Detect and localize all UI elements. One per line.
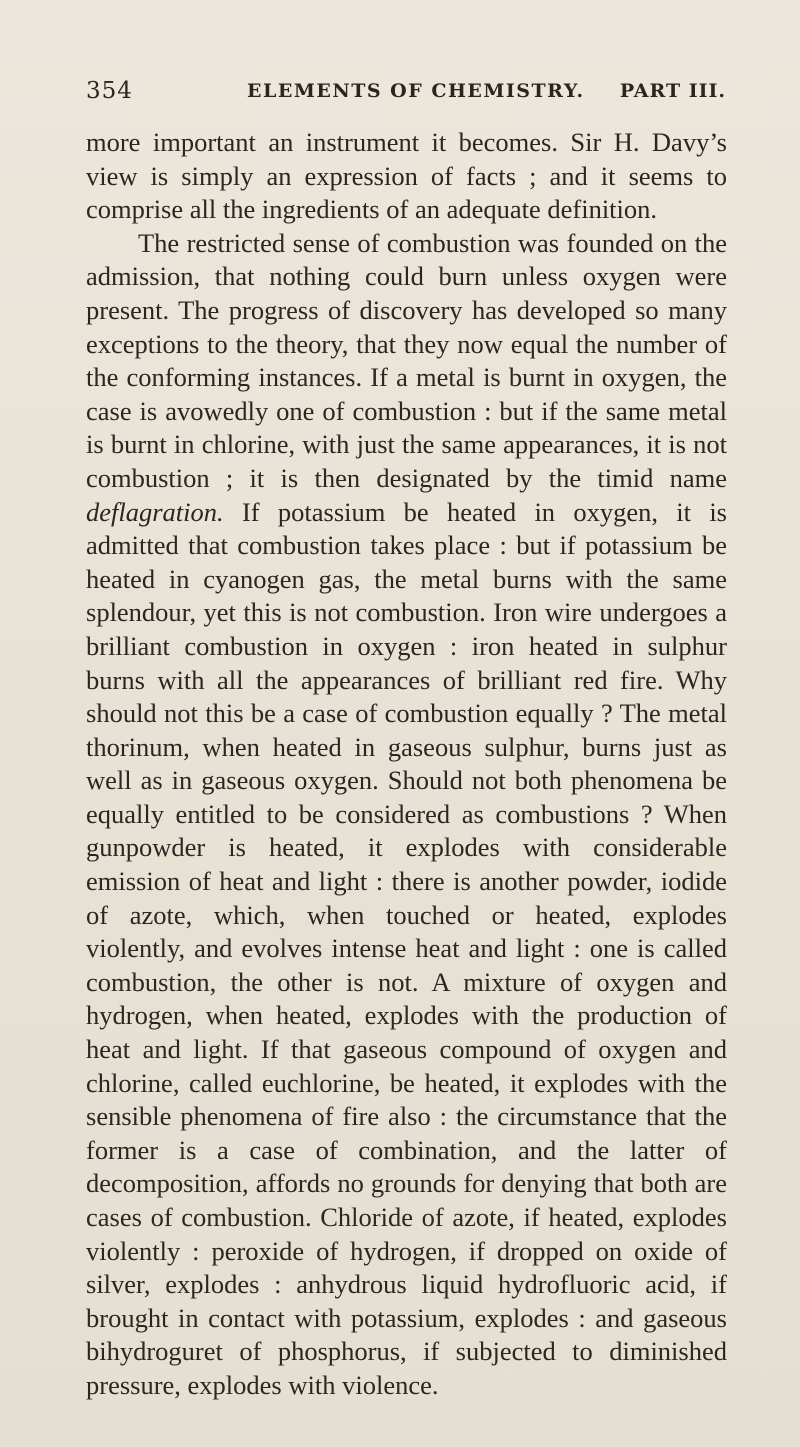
part-label: PART III.: [619, 80, 726, 102]
running-title: ELEMENTS OF CHEMISTRY.: [247, 80, 585, 102]
body-text: [86, 126, 727, 1403]
paragraph-combustion: [86, 227, 727, 1403]
running-head: [86, 78, 726, 108]
paragraph-text: If potassium be heated in oxygen, it is admitted that combustion takes place : but if potassium be heated in cyanogen gas, the metal burns with the same splendour, yet this is not combustion. Iron wire undergoes a brilliant combustion in oxygen : iron heated in sulphur burns with all the appearances of brilliant red fire. Why should not this be a case of combustion equally ? The metal thorinum, when heated in gaseous sulphur, burns just as well as in gaseous oxygen. Should not both phenomena be equally entitled to be considered as combustions ? When gunpowder is heated, it explodes with considerable emission of heat and light : there is another powder, iodide of azote, which, when touched or heated, explodes violently, and evolves intense heat and light : one is called combustion, the other is not. A mixture of oxygen and hydrogen, when heated, explodes with the production of heat and light. If that gaseous compound of oxygen and chlorine, called euchlorine, be heated, it explodes with the sensible phenomena of fire also : the circumstance that the former is a case of combination, and the latter of decomposition, affords no grounds for denying that both are cases of combustion. Chloride of azote, if heated, explodes violently : peroxide of hydrogen, if dropped on oxide of silver, explodes : anhydrous liquid hydrofluoric acid, if brought in contact with potassium, explodes : and gaseous bihydroguret of phosphorus, if subjected to diminished pressure, explodes with violence.: [86, 496, 727, 1400]
paragraph-continuation: [86, 126, 727, 227]
italic-term-deflagration: deflagration.: [86, 496, 224, 527]
paragraph-text: The restricted sense of combustion was founded on the admission, that nothing could burn unless oxygen were present. The progress of discovery has developed so many exceptions to the theory, that they now equal the number of the conforming instances. If a metal is burnt in oxygen, the case is avowedly one of combustion : but if the same metal is burnt in chlorine, with just the same appearances, it is not combustion ; it is then designated by the timid name: [86, 227, 727, 493]
page-number: 354: [86, 78, 133, 104]
paragraph-text: more important an instrument it becomes. Sir H. Davy’s view is simply an expression of facts ; and it seems to comprise all the ingredients of an adequate definition.: [86, 127, 727, 225]
